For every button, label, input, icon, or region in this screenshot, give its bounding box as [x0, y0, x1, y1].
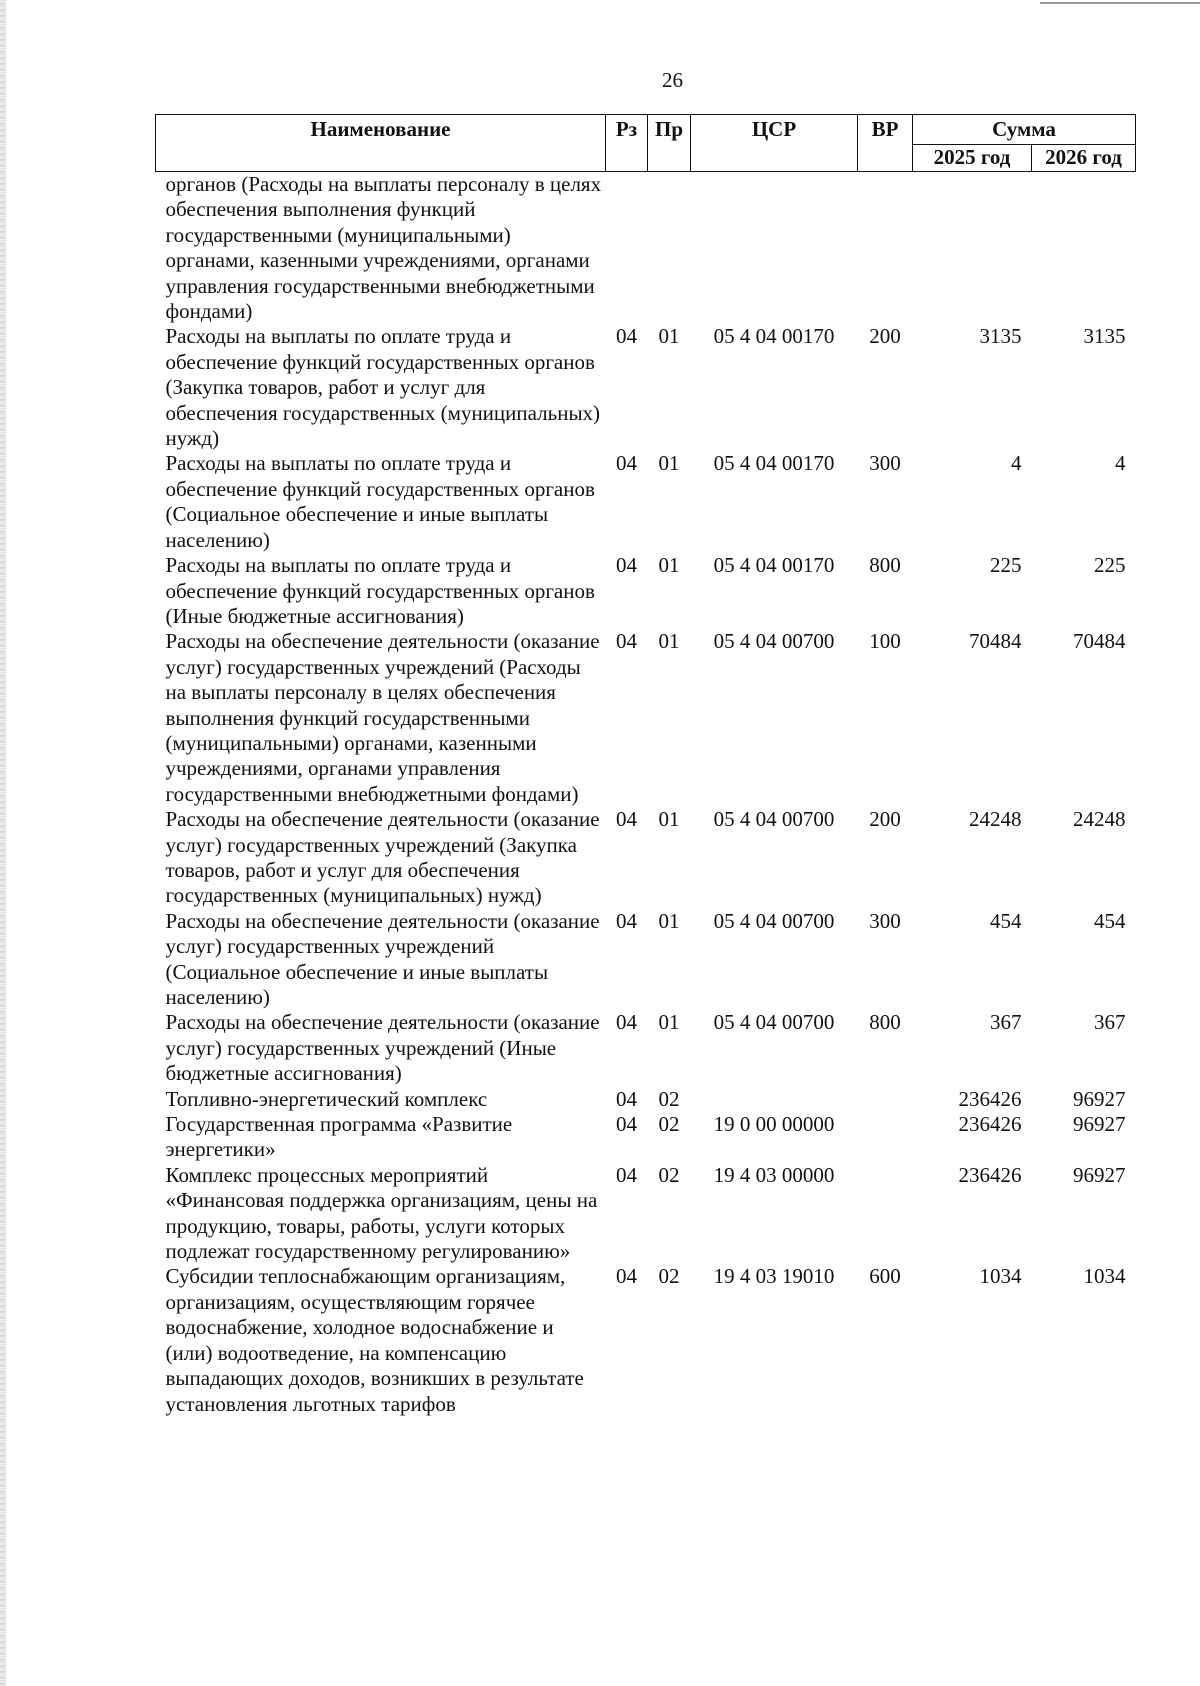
row-csr: 19 4 03 19010 [713, 1264, 835, 1289]
row-rz: 04 [616, 1162, 637, 1187]
row-vr [858, 1087, 913, 1112]
table-row [156, 1010, 1136, 1086]
row-name: Комплекс процессных мероприятий «Финансовая поддержка организациям, цены на продукцию, товары, работы, услуги которых подлежат государственному регулированию» [165, 1162, 598, 1264]
row-rz: 04 [616, 807, 637, 832]
row-pr: 02 [658, 1086, 680, 1111]
table-body [156, 172, 1136, 1417]
row-name: Государственная программа «Развитие энергетики» [165, 1112, 513, 1162]
row-pr: 02 [658, 1264, 680, 1289]
row-pr: 01 [658, 908, 680, 933]
row-rz: 04 [616, 908, 637, 933]
row-sum-2025: 225 [990, 553, 1022, 578]
row-name: Расходы на выплаты по оплате труда и обеспечение функций государственных органов (Закупка товаров, работ и услуг для обеспечения государственных (муниципальных) нужд) [165, 324, 601, 451]
table-row [156, 451, 1136, 553]
row-pr: 01 [658, 1010, 680, 1035]
row-name: Расходы на обеспечение деятельности (оказание услуг) государственных учреждений (Расходы на выплаты персоналу в целях обеспечения выполнения функций государственными (муниципальными) органами, казенными учреждениями, органами управления государственными внебюджетными фондами) [165, 629, 600, 806]
row-csr: 05 4 04 00700 [713, 908, 835, 933]
row-sum-2026: 4 [1115, 451, 1126, 476]
row-vr [858, 1163, 913, 1265]
row-sum-2025: 70484 [969, 629, 1022, 654]
header-csr: ЦСР [691, 115, 858, 172]
row-sum-2025: 4 [1011, 451, 1022, 476]
row-pr: 01 [658, 553, 680, 578]
table-row [156, 807, 1136, 909]
row-sum-2026: 96927 [1073, 1162, 1126, 1187]
row-name: Расходы на обеспечение деятельности (оказание услуг) государственных учреждений (Социальное обеспечение и иные выплаты населению) [165, 908, 600, 1009]
row-pr: 02 [658, 1162, 680, 1187]
row-csr: 05 4 04 00700 [713, 1010, 835, 1035]
table-row [156, 1264, 1136, 1416]
header-name: Наименование [156, 115, 606, 172]
row-sum-2025: 1034 [979, 1264, 1022, 1289]
row-pr: 01 [658, 451, 680, 476]
table-row [156, 553, 1136, 629]
row-name: органов (Расходы на выплаты персоналу в целях обеспечения выполнения функций государственными (муниципальными) органами, казенными учреждениями, органами управления государственными внебюджетными фондами) [165, 172, 602, 324]
row-rz: 04 [616, 629, 637, 654]
row-csr: 05 4 04 00700 [713, 629, 835, 654]
row-sum-2026: 70484 [1073, 629, 1126, 654]
row-csr: 05 4 04 00170 [713, 451, 835, 476]
header-year-2026: 2026 год [1032, 145, 1136, 172]
row-sum-2025 [913, 172, 1032, 325]
row-csr: 19 4 03 00000 [713, 1162, 835, 1187]
row-name: Расходы на выплаты по оплате труда и обеспечение функций государственных органов (Социальное обеспечение и иные выплаты населению) [165, 451, 595, 552]
row-csr [691, 1087, 858, 1112]
row-sum-2026: 96927 [1073, 1112, 1126, 1137]
row-pr [648, 172, 691, 325]
header-pr: Пр [648, 115, 691, 172]
row-sum-2025: 236426 [958, 1162, 1022, 1187]
header-sum: Сумма [913, 115, 1136, 145]
row-csr: 05 4 04 00170 [713, 553, 835, 578]
row-sum-2026: 1034 [1083, 1264, 1126, 1289]
row-rz: 04 [616, 451, 637, 476]
page-number: 26 [662, 68, 683, 92]
row-name: Расходы на обеспечение деятельности (оказание услуг) государственных учреждений (Иные бюджетные ассигнования) [165, 1010, 600, 1086]
row-pr: 01 [658, 324, 680, 349]
row-rz: 04 [616, 1086, 637, 1111]
table-row [156, 1112, 1136, 1163]
header-rz: Рз [606, 115, 648, 172]
row-vr: 200 [869, 807, 901, 832]
row-sum-2025: 24248 [969, 807, 1022, 832]
row-csr: 19 0 00 00000 [713, 1112, 835, 1137]
row-csr: 05 4 04 00170 [713, 324, 835, 349]
table-row [156, 909, 1136, 1011]
row-vr: 100 [869, 629, 901, 654]
row-rz: 04 [616, 1264, 637, 1289]
row-sum-2026: 24248 [1073, 807, 1126, 832]
scan-top-rule [1040, 2, 1200, 4]
row-vr: 800 [869, 553, 901, 578]
row-sum-2025: 236426 [958, 1112, 1022, 1137]
row-sum-2025: 3135 [979, 324, 1022, 349]
row-name: Расходы на обеспечение деятельности (оказание услуг) государственных учреждений (Закупка товаров, работ и услуг для обеспечения государственных (муниципальных) нужд) [165, 807, 600, 908]
row-name: Субсидии теплоснабжающим организациям, организациям, осуществляющим горячее водоснабжение, холодное водоснабжение и (или) водоотведение, на компенсацию выпадающих доходов, возникших в результате установления льготных тарифов [165, 1264, 584, 1416]
row-vr: 300 [869, 451, 901, 476]
row-vr: 200 [869, 324, 901, 349]
row-sum-2026: 3135 [1083, 324, 1126, 349]
row-sum-2026: 225 [1094, 553, 1126, 578]
table-row [156, 1087, 1136, 1112]
row-sum-2025: 236426 [958, 1086, 1022, 1111]
row-rz: 04 [616, 324, 637, 349]
row-sum-2025: 367 [990, 1010, 1022, 1035]
scan-edge [0, 0, 6, 1686]
budget-table [155, 114, 1136, 1417]
table-row [156, 324, 1136, 451]
row-sum-2025: 454 [990, 908, 1022, 933]
row-sum-2026: 454 [1094, 908, 1126, 933]
table-header [156, 115, 1136, 172]
row-vr: 300 [869, 908, 901, 933]
row-rz: 04 [616, 1112, 637, 1137]
table-row [156, 1163, 1136, 1265]
row-name: Топливно-энергетический комплекс [165, 1086, 488, 1111]
row-vr: 600 [869, 1264, 901, 1289]
row-name: Расходы на выплаты по оплате труда и обеспечение функций государственных органов (Иные бюджетные ассигнования) [165, 553, 595, 628]
row-csr: 05 4 04 00700 [713, 807, 835, 832]
row-vr [858, 172, 913, 325]
row-sum-2026 [1032, 172, 1136, 325]
row-csr [691, 172, 858, 325]
row-rz [606, 172, 648, 325]
row-pr: 01 [658, 629, 680, 654]
header-year-2025: 2025 год [913, 145, 1032, 172]
table-row [156, 629, 1136, 807]
row-rz: 04 [616, 1010, 637, 1035]
table-row [156, 172, 1136, 325]
row-sum-2026: 367 [1094, 1010, 1126, 1035]
header-vr: ВР [858, 115, 913, 172]
row-rz: 04 [616, 553, 637, 578]
row-vr: 800 [869, 1010, 901, 1035]
row-vr [858, 1112, 913, 1163]
row-pr: 01 [658, 807, 680, 832]
row-pr: 02 [658, 1112, 680, 1137]
row-sum-2026: 96927 [1073, 1086, 1126, 1111]
